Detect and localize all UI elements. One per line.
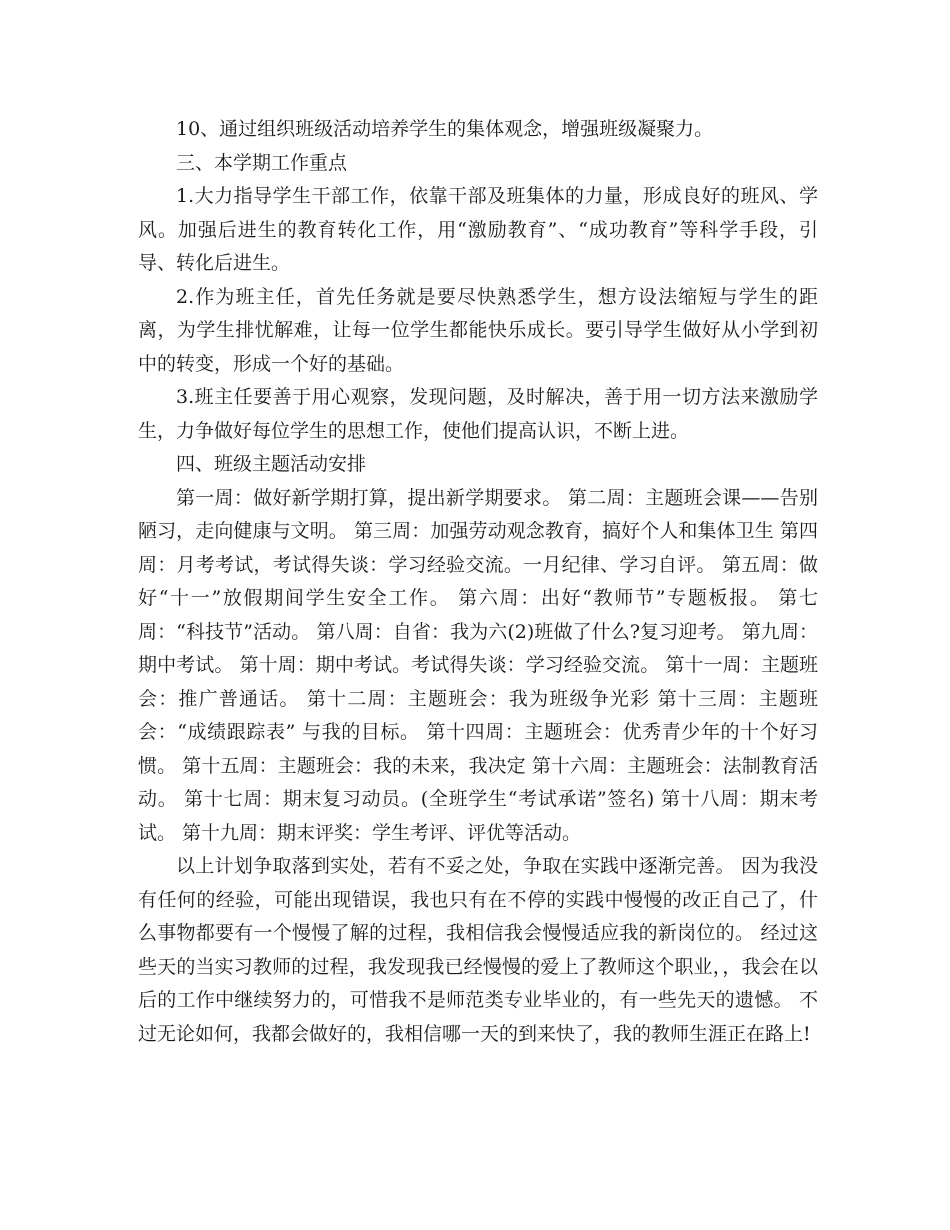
paragraph-focus-3: 3.班主任要善于用心观察，发现问题，及时解决，善于用一切方法来激励学生，力争做好每位学生的思想工作，使他们提高认识，不断上进。 [138,386,818,442]
paragraph-item-10: 10、通过组织班级活动培养学生的集体观念，增强班级凝聚力。 [176,118,714,140]
section-heading-work-focus: 三、本学期工作重点 [176,151,348,174]
paragraph-weekly-schedule: 第一周：做好新学期打算，提出新学期要求。 第二周：主题班会课——告别陋习，走向健康与文明。 第三周：加强劳动观念教育，搞好个人和集体卫生 第四周：月考考试，考试得失谈：学习经验交流。一月纪律、学习自评。 第五周：做好“十一”放假期间学生安全工作。 第六周：出好“教师节”专题板报。 第七周：“科技节”活动。 第八周：自省：我为六(2)班做了什么?复习迎考。 第九周：期中考试。 第十周：期中考试。考试得失谈：学习经验交流。 第十一周：主题班会：推广普通话。 第十二周：主题班会：我为班级争光彩 第十三周：主题班会：“成绩跟踪表” 与我的目标。 第十四周：主题班会：优秀青少年的十个好习惯。 第十五周：主题班会：我的未来，我决定 第十六周：主题班会：法制教育活动。 第十七周：期末复习动员。(全班学生“考试承诺”签名) 第十八周：期末考试。 第十九周：期末评奖：学生考评、评优等活动。 [138,486,818,844]
document-body [138,113,818,1051]
paragraph-focus-1: 1.大力指导学生干部工作，依靠干部及班集体的力量，形成良好的班风、学风。加强后进生的教育转化工作，用“激励教育”、“成功教育”等科学手段，引导、转化后进生。 [138,185,818,274]
paragraph-conclusion: 以上计划争取落到实处，若有不妥之处，争取在实践中逐渐完善。 因为我没有任何的经验，可能出现错误，我也只有在不停的实践中慢慢的改正自己了，什么事物都要有一个慢慢了解的过程，我相信我会慢慢适应我的新岗位的。 经过这些天的当实习教师的过程，我发现我已经慢慢的爱上了教师这个职业，，我会在以后的工作中继续努力的，可惜我不是师范类专业毕业的，有一些先天的遗憾。 不过无论如何，我都会做好的，我相信哪一天的到来快了，我的教师生涯正在路上! [138,855,818,1045]
section-heading-activities: 四、班级主题活动安排 [176,453,367,475]
paragraph-focus-2: 2.作为班主任，首先任务就是要尽快熟悉学生，想方设法缩短与学生的距离，为学生排忧解难，让每一位学生都能快乐成长。要引导学生做好从小学到初中的转变，形成一个好的基础。 [138,285,818,375]
